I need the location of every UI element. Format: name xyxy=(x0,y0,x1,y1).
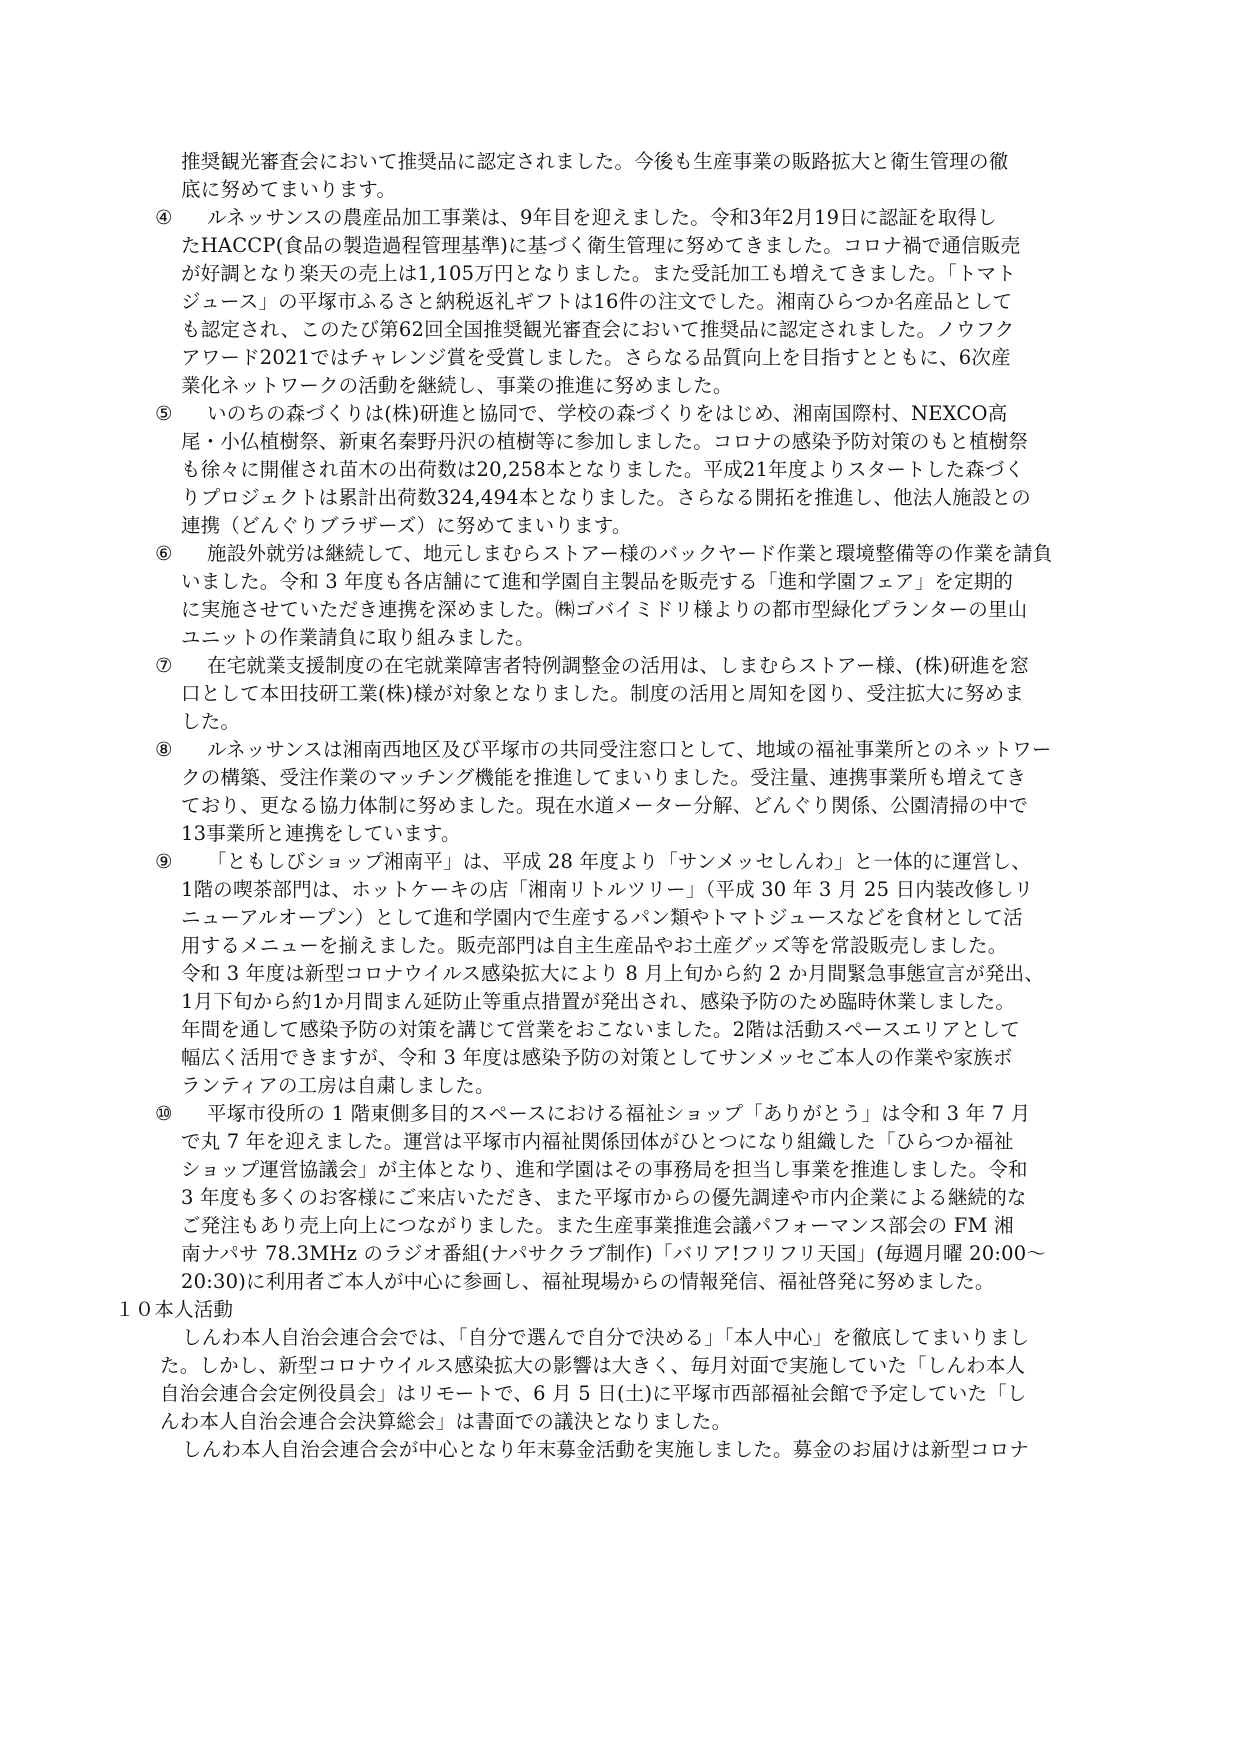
item-number: ⑩ xyxy=(155,1102,173,1125)
item-line: 年間を通して感染予防の対策を講じて営業をおこないました。2階は活動スペースエリアとして xyxy=(181,1018,1021,1041)
paragraph-line: 底に努めてまいります。 xyxy=(181,178,397,201)
item-line: で丸 7 年を迎えました。運営は平塚市内福祉関係団体がひとつになり組織した「ひらつか福祉 xyxy=(181,1130,1014,1153)
item-line: ルネッサンスは湘南西地区及び平塚市の共同受注窓口として、地域の福祉事業所とのネットワー xyxy=(207,738,1052,761)
item-line: 平塚市役所の 1 階東側多目的スペースにおける福祉ショップ「ありがとう」は令和 3 年 7 月 xyxy=(207,1102,1031,1125)
section-heading: １０本人活動 xyxy=(115,1298,234,1321)
item-line: 幅広く活用できますが、令和 3 年度は感染予防の対策としてサンメッセご本人の作業や家族ボ xyxy=(181,1046,1013,1069)
item-line: 「ともしびショップ湘南平」は、平成 28 年度より「サンメッセしんわ」と一体的に運営し、 xyxy=(207,850,1032,873)
paragraph-line: た。しかし、新型コロナウイルス感染拡大の影響は大きく、毎月対面で実施していた「しんわ本人 xyxy=(160,1354,1026,1377)
item-line: ニューアルオープン）として進和学園内で生産するパン類やトマトジュースなどを食材として活 xyxy=(181,906,1023,929)
item-number: ⑧ xyxy=(155,738,173,761)
item-number: ⑦ xyxy=(155,654,173,677)
item-line: 3 年度も多くのお客様にご来店いただき、また平塚市からの優先調達や市内企業による継続的な xyxy=(181,1186,1027,1209)
item-number: ④ xyxy=(155,206,173,229)
item-line: 業化ネットワークの活動を継続し、事業の推進に努めました。 xyxy=(181,374,733,397)
item-line: に実施させていただき連携を深めました。㈱ゴバイミドリ様よりの都市型緑化プランターの里山 xyxy=(181,598,1028,621)
item-line: いのちの森づくりは(株)研進と協同で、学校の森づくりをはじめ、湘南国際村、NEXCO高 xyxy=(207,402,1008,425)
paragraph-line: 自治会連合会定例役員会」はリモートで、6 月 5 日(土)に平塚市西部福祉会館で予定していた「し xyxy=(160,1382,1027,1405)
item-line: ユニットの作業請負に取り組みました。 xyxy=(181,626,535,649)
item-line: りプロジェクトは累計出荷数324,494本となりました。さらなる開拓を推進し、他法人施設との xyxy=(181,486,1031,509)
item-line: 用するメニューを揃えました。販売部門は自主生産品やお土産グッズ等を常設販売しました。 xyxy=(181,934,1008,957)
item-line: 口として本田技研工業(株)様が対象となりました。制度の活用と周知を図り、受注拡大に努めま xyxy=(181,682,1025,705)
paragraph-line: しんわ本人自治会連合会では、「自分で選んで自分で決める」「本人中心」を徹底してまいりまし xyxy=(182,1326,1030,1349)
item-line: が好調となり楽天の売上は1,105万円となりました。また受託加工も増えてきました。「トマト xyxy=(181,262,1017,285)
item-line: 在宅就業支援制度の在宅就業障害者特例調整金の活用は、しまむらストアー様、(株)研進を窓 xyxy=(207,654,1030,677)
item-line: いました。令和 3 年度も各店舗にて進和学園自主製品を販売する「進和学園フェア」を定期的 xyxy=(181,570,1014,593)
item-line: も徐々に開催され苗木の出荷数は20,258本となりました。平成21年度よりスタートした森づく xyxy=(181,458,1025,481)
item-line: 20:30)に利用者ご本人が中心に参画し、福祉現場からの情報発信、福祉啓発に努めました。 xyxy=(181,1270,995,1293)
paragraph-line: しんわ本人自治会連合会が中心となり年末募金活動を実施しました。募金のお届けは新型コロナ xyxy=(182,1438,1030,1461)
item-line: 1階の喫茶部門は、ホットケーキの店「湘南リトルツリー」（平成 30 年 3 月 25 日内装改修しリ xyxy=(181,878,1034,901)
item-line: 南ナパサ 78.3MHz のラジオ番組(ナパサクラブ制作)「バリア!フリフリ天国」(毎週月曜 20:00～ xyxy=(181,1242,1047,1265)
item-line: 施設外就労は継続して、地元しまむらストアー様のバックヤード作業と環境整備等の作業を請負 xyxy=(207,542,1053,565)
paragraph-line: んわ本人自治会連合会決算総会」は書面での議決となりました。 xyxy=(160,1410,732,1433)
item-number: ⑥ xyxy=(155,542,173,565)
item-line: クの構築、受注作業のマッチング機能を推進してまいりました。受注量、連携事業所も増えてき xyxy=(181,766,1026,789)
item-number: ⑨ xyxy=(155,850,173,873)
item-line: ルネッサンスの農産品加工事業は、9年目を迎えました。令和3年2月19日に認証を取得し xyxy=(207,206,997,229)
item-line: ており、更なる協力体制に努めました。現在水道メーター分解、どんぐり関係、公園清掃の中で xyxy=(181,794,1029,817)
item-line: ランティアの工房は自粛しました。 xyxy=(181,1074,495,1097)
item-number: ⑤ xyxy=(155,402,173,425)
item-line: 1月下旬から約1か月間まん延防止等重点措置が発出され、感染予防のため臨時休業しました。 xyxy=(181,990,1016,1013)
item-line: した。 xyxy=(181,710,241,733)
item-line: たHACCP(食品の製造過程管理基準)に基づく衛生管理に努めてきました。コロナ禍で通信販売 xyxy=(181,234,1021,257)
item-line: ご発注もあり売上向上につながりました。また生産事業推進会議パフォーマンス部会の FM 湘 xyxy=(181,1214,1014,1237)
item-line: ジュース」の平塚市ふるさと納税返礼ギフトは16件の注文でした。湘南ひらつか名産品として xyxy=(181,290,1013,313)
item-line: 尾・小仏植樹祭、新東名秦野丹沢の植樹等に参加しました。コロナの感染予防対策のもと植樹祭 xyxy=(181,430,1029,453)
item-line: 連携（どんぐりブラザーズ）に努めてまいります。 xyxy=(181,514,632,537)
item-line: 13事業所と連携をしています。 xyxy=(181,822,461,845)
item-line: も認定され、このたび第62回全国推奨観光審査会において推奨品に認定されました。ノウフク xyxy=(181,318,1015,341)
item-line: アワード2021ではチャレンジ賞を受賞しました。さらなる品質向上を目指すとともに、6次産 xyxy=(181,346,1011,369)
item-line: 令和 3 年度は新型コロナウイルス感染拡大により 8 月上旬から約 2 か月間緊急事態宣言が発出、 xyxy=(181,962,1045,985)
paragraph-line: 推奨観光審査会において推奨品に認定されました。今後も生産事業の販路拡大と衛生管理の徹 xyxy=(181,150,1009,173)
item-line: ショップ運営協議会」が主体となり、進和学園はその事務局を担当し事業を推進しました。令和 xyxy=(181,1158,1028,1181)
